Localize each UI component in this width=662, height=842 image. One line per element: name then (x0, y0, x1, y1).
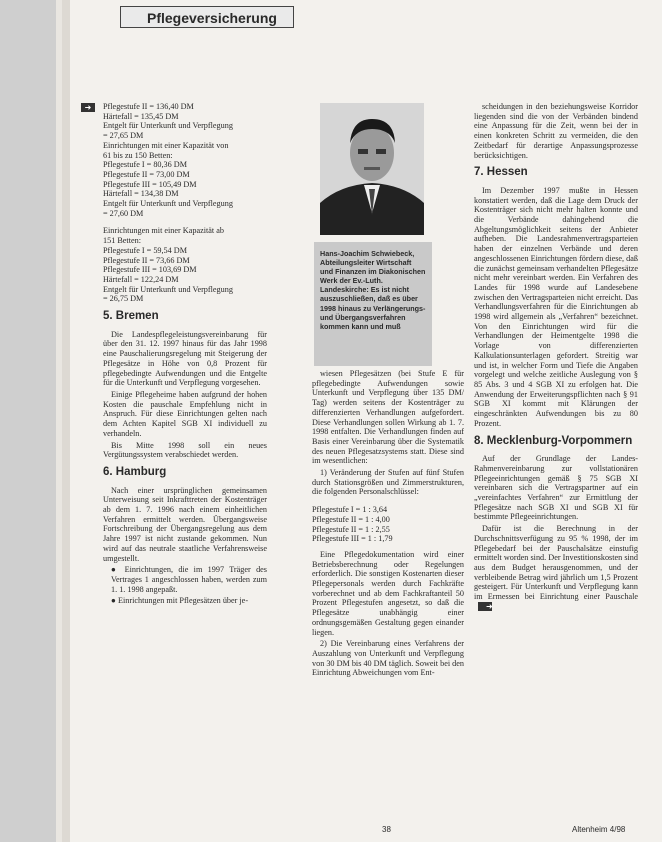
price-line: = 27,60 DM (103, 208, 144, 218)
price-list-1 (84, 102, 267, 218)
ratio-line: Pflegestufe I = 1 : 3,64 (312, 505, 388, 515)
mv-text (474, 454, 638, 611)
portrait-illustration (320, 103, 424, 235)
paragraph: Die Landespflegeleistungsvereinbarung für über den 31. 12. 1997 hinaus für das Jahr 1998 eine Pauschalierungsregelung mit Steigerung der Pflegesätze in Höhe von 0,8 Prozent für pflegebedingte Aufwendungen und die Entgelte für die Unterkunft und Verpflegung vorgesehen. (103, 329, 267, 388)
paragraph: Bis Mitte 1998 soll ein neues Vergütungssystem verabschiedet werden. (103, 440, 267, 460)
price-line: Entgelt für Unterkunft und Verpflegung (103, 199, 233, 209)
price-line: Härtefall = 134,38 DM (103, 189, 179, 199)
column-1 (84, 102, 267, 608)
ratio-line: Pflegestufe II = 1 : 2,55 (312, 524, 390, 534)
price-line: = 26,75 DM (103, 294, 144, 304)
price-line-text: Pflegestufe II = 136,40 DM (103, 102, 194, 111)
paragraph: Auf der Grundlage der Landes-Rahmenvereinbarung zur vollstationären Pflegeeinrichtungen gemäß § 75 SGB XI vereinbaren sich die Vertragspartner auf ein „vereinfachtes Verfahren“ zur Ermittlung der Pflegesätze nach SGB XI und SGB XI für bestimmte Pflegeeinrichtungen. (474, 454, 638, 522)
ratio-line: Pflegestufe III = 1 : 1,79 (312, 534, 393, 544)
continue-arrow-icon: ➜ (478, 602, 492, 611)
column-3 (474, 102, 638, 613)
price-line: Härtefall = 135,45 DM (103, 111, 179, 121)
price-line: Pflegestufe I = 80,36 DM (103, 160, 187, 170)
bullet-icon: ● (111, 596, 118, 606)
price-line: Pflegestufe III = 105,49 DM (103, 179, 197, 189)
bremen-heading: 5. Bremen (103, 310, 159, 323)
bullet-icon: ● (111, 565, 125, 575)
price-line (81, 102, 267, 112)
paragraph: Eine Pflegedokumentation wird einer Betriebsberechnung oder Regelungen erforderlich. Die sonstigen Kostenarten dieser Pflegepersonals werden durch Fachkräfte vorberechnet und ab dem Fachkraftanteil 50 Prozent Pflegestufen angesetzt, so daß die Pflegesätze unabhängig einer ordnungsgemäßen Gestaltung gegen einander liegen. (312, 549, 464, 637)
paragraph: 2) Die Vereinbarung eines Verfahrens der Auszahlung von Unterkunft und Verpflegung von 30 DM bis 40 DM täglich. Soweit bei den Einrichtung Abweichungen vom Ent- (312, 639, 464, 678)
price-line: Entgelt für Unterkunft und Verpflegung (103, 284, 233, 294)
price-line: 61 bis zu 150 Betten: (103, 150, 173, 160)
price-line: Pflegestufe I = 59,54 DM (103, 245, 187, 255)
page-number: 38 (382, 825, 391, 834)
price-line: 151 Betten: (103, 236, 141, 246)
portrait-photo (320, 103, 424, 235)
paragraph: wiesen Pflegesätzen (bei Stufe E für pflegebedingte Aufwendungen sowie Unterkunft und Verpflegung über 135 DM/ Tag) werden seitens der Kostenträger zu differenzierten Verhandlungen aufgefordert. Diese Verhandlungen sollen Wirkung ab 1. 7. 1998 entfalten. Die Verhandlungen finden auf Basis einer Vereinbarung über die Systematik des neuen Pflegesatzsystems statt. Diese sind im wesentlichen: (312, 369, 464, 466)
ratio-list (312, 505, 464, 544)
hessen-heading: 7. Hessen (474, 166, 528, 179)
bullet-text: Einrichtungen, die im 1997 Träger des Vertrages 1 angeschlossen haben, werden zum 1. 1. 1998 angepaßt. (111, 565, 267, 594)
continue-arrow-icon: ➜ (81, 103, 95, 112)
section-header: Pflegeversicherung (120, 6, 294, 28)
paragraph: Im Dezember 1997 mußte in Hessen konstatiert werden, daß die Lage dem Druck der Kostenträger sich nicht mehr halten konnte und die Verbände dahingehend die Abgeltungsmöglichkeit seitens der Anbieter aufheben. Die Landesrahmenvertragsparteien haben der einzelnen Verbände und deren angeschlossenen Einrichtungen fördern diese, daß die zunächst gemeinsam verhandelten Pflegesätze nicht mehr vereinbart werden. Ein Verfahren des Landes für 1998 wurde auf Landesebene zwischen den Vertragsparteien nicht erreicht. Das Verhandlungsverfahren für die Einrichtungen ab 1998 wird allgemein als „Verfahren“ bezeichnet. Von den Einrichtungen wird für die Verhandlungen der Heimentgelte 1998 die Vorlage von differenzierten Kalkulationsunterlagen gefordert. Streitig war und ist, in welcher Form und Tiefe die Angaben vorgelegt und welche zeitliche Auslegung von § 85 Abs. 3 und 4 SGB XI zu erfolgen hat. Die Anwendung der Erweiterungspflichten nach § 91 SGB XI kommt mit Klärungen der eingeschränkten Aufwendungen bis zu 80 Prozent. (474, 185, 638, 428)
hamburg-text (103, 486, 267, 564)
ratio-line: Pflegestufe II = 1 : 4,00 (312, 514, 390, 524)
price-line: Pflegestufe II = 73,00 DM (103, 169, 190, 179)
column-3-intro (474, 102, 638, 160)
price-line: = 27,65 DM (103, 131, 144, 141)
price-line: Pflegestufe III = 103,69 DM (103, 265, 197, 275)
mv-heading: 8. Mecklenburg-Vorpommern (474, 434, 633, 447)
bullet-text: Einrichtungen mit Pflegesätzen über je- (118, 596, 249, 606)
hamburg-heading: 6. Hamburg (103, 465, 167, 478)
price-list-2 (103, 226, 267, 304)
hessen-text (474, 186, 638, 429)
price-line: Pflegestufe II = 73,66 DM (103, 255, 190, 265)
column-2-text (312, 369, 464, 497)
paragraph: Einige Pflegeheime haben aufgrund der hohen Kosten die pauschale Empfehlung nicht in Anspruch. Für diese Einrichtungen gelten nach dem Achten Kapitel SGB XI individuell zu verhandeln. (103, 389, 267, 438)
bremen-text (103, 330, 267, 460)
price-line: Einrichtungen mit einer Kapazität von (103, 140, 229, 150)
hamburg-bullets (103, 565, 267, 606)
price-line: Härtefall = 122,24 DM (103, 274, 179, 284)
column-2-text-continued (312, 550, 464, 678)
bullet-item (103, 596, 267, 606)
journal-issue: Altenheim 4/98 (572, 825, 626, 834)
paragraph: 1) Veränderung der Stufen auf fünf Stufen durch Stationsgrößen und Zimmerstrukturen, die folgenden Personalschlüssel: (312, 468, 464, 497)
paragraph: Nach einer ursprünglichen gemeinsamen Unterweisung seit Inkrafttreten der Kostenträger ab dem 1. 7. 1996 nach einem einheitlichen Verfahren ermittelt werden. Übergangsweise Fortschreibung der Übergangsregelung aus dem Jahre 1997 ist nicht zustande gekommen. Nun wird auf das neutrale staatliche Verfahrensweise umgestellt. (103, 485, 267, 563)
paragraph: scheidungen in den beziehungsweise Korridor liegenden sind die von der Verbänden bindend eine Anpassung für die Zeit, wenn bei der in einen konkreten Schritt zu vermeiden, die den Zeitbedarf für derartige Anpassungsprozesse berücksichtigen. (474, 102, 638, 160)
price-line: Entgelt für Unterkunft und Verpflegung (103, 121, 233, 131)
paragraph: Dafür ist die Berechnung in der Durchschnittsverfügung zu 95 % 1998, der im Pflegebedarf bei der Pauschalsätze einstufig ermittelt worden sind. Der Investitionskosten sind aus dem Budget herausgenommen, und der verbleibende Betrag wird jährlich um 1,5 Prozent gesteigert. Für Unterkunft und Verpflegung kann im Ermessen bei Einrichtung einer Pauschale➜ (474, 524, 638, 612)
price-line: Einrichtungen mit einer Kapazität ab (103, 226, 224, 236)
photo-caption: Hans-Joachim Schwiebeck, Abteilungsleiter Wirtschaft und Finanzen im Diakonischen Werk der Ev.-Luth. Landeskirche: Es ist nicht auszuschließen, daß es über 1998 hinaus zu Verlängerungs- und Übergangsverfahren kommen kann und muß (314, 242, 432, 366)
bullet-item (103, 565, 267, 594)
column-2 (312, 369, 464, 680)
